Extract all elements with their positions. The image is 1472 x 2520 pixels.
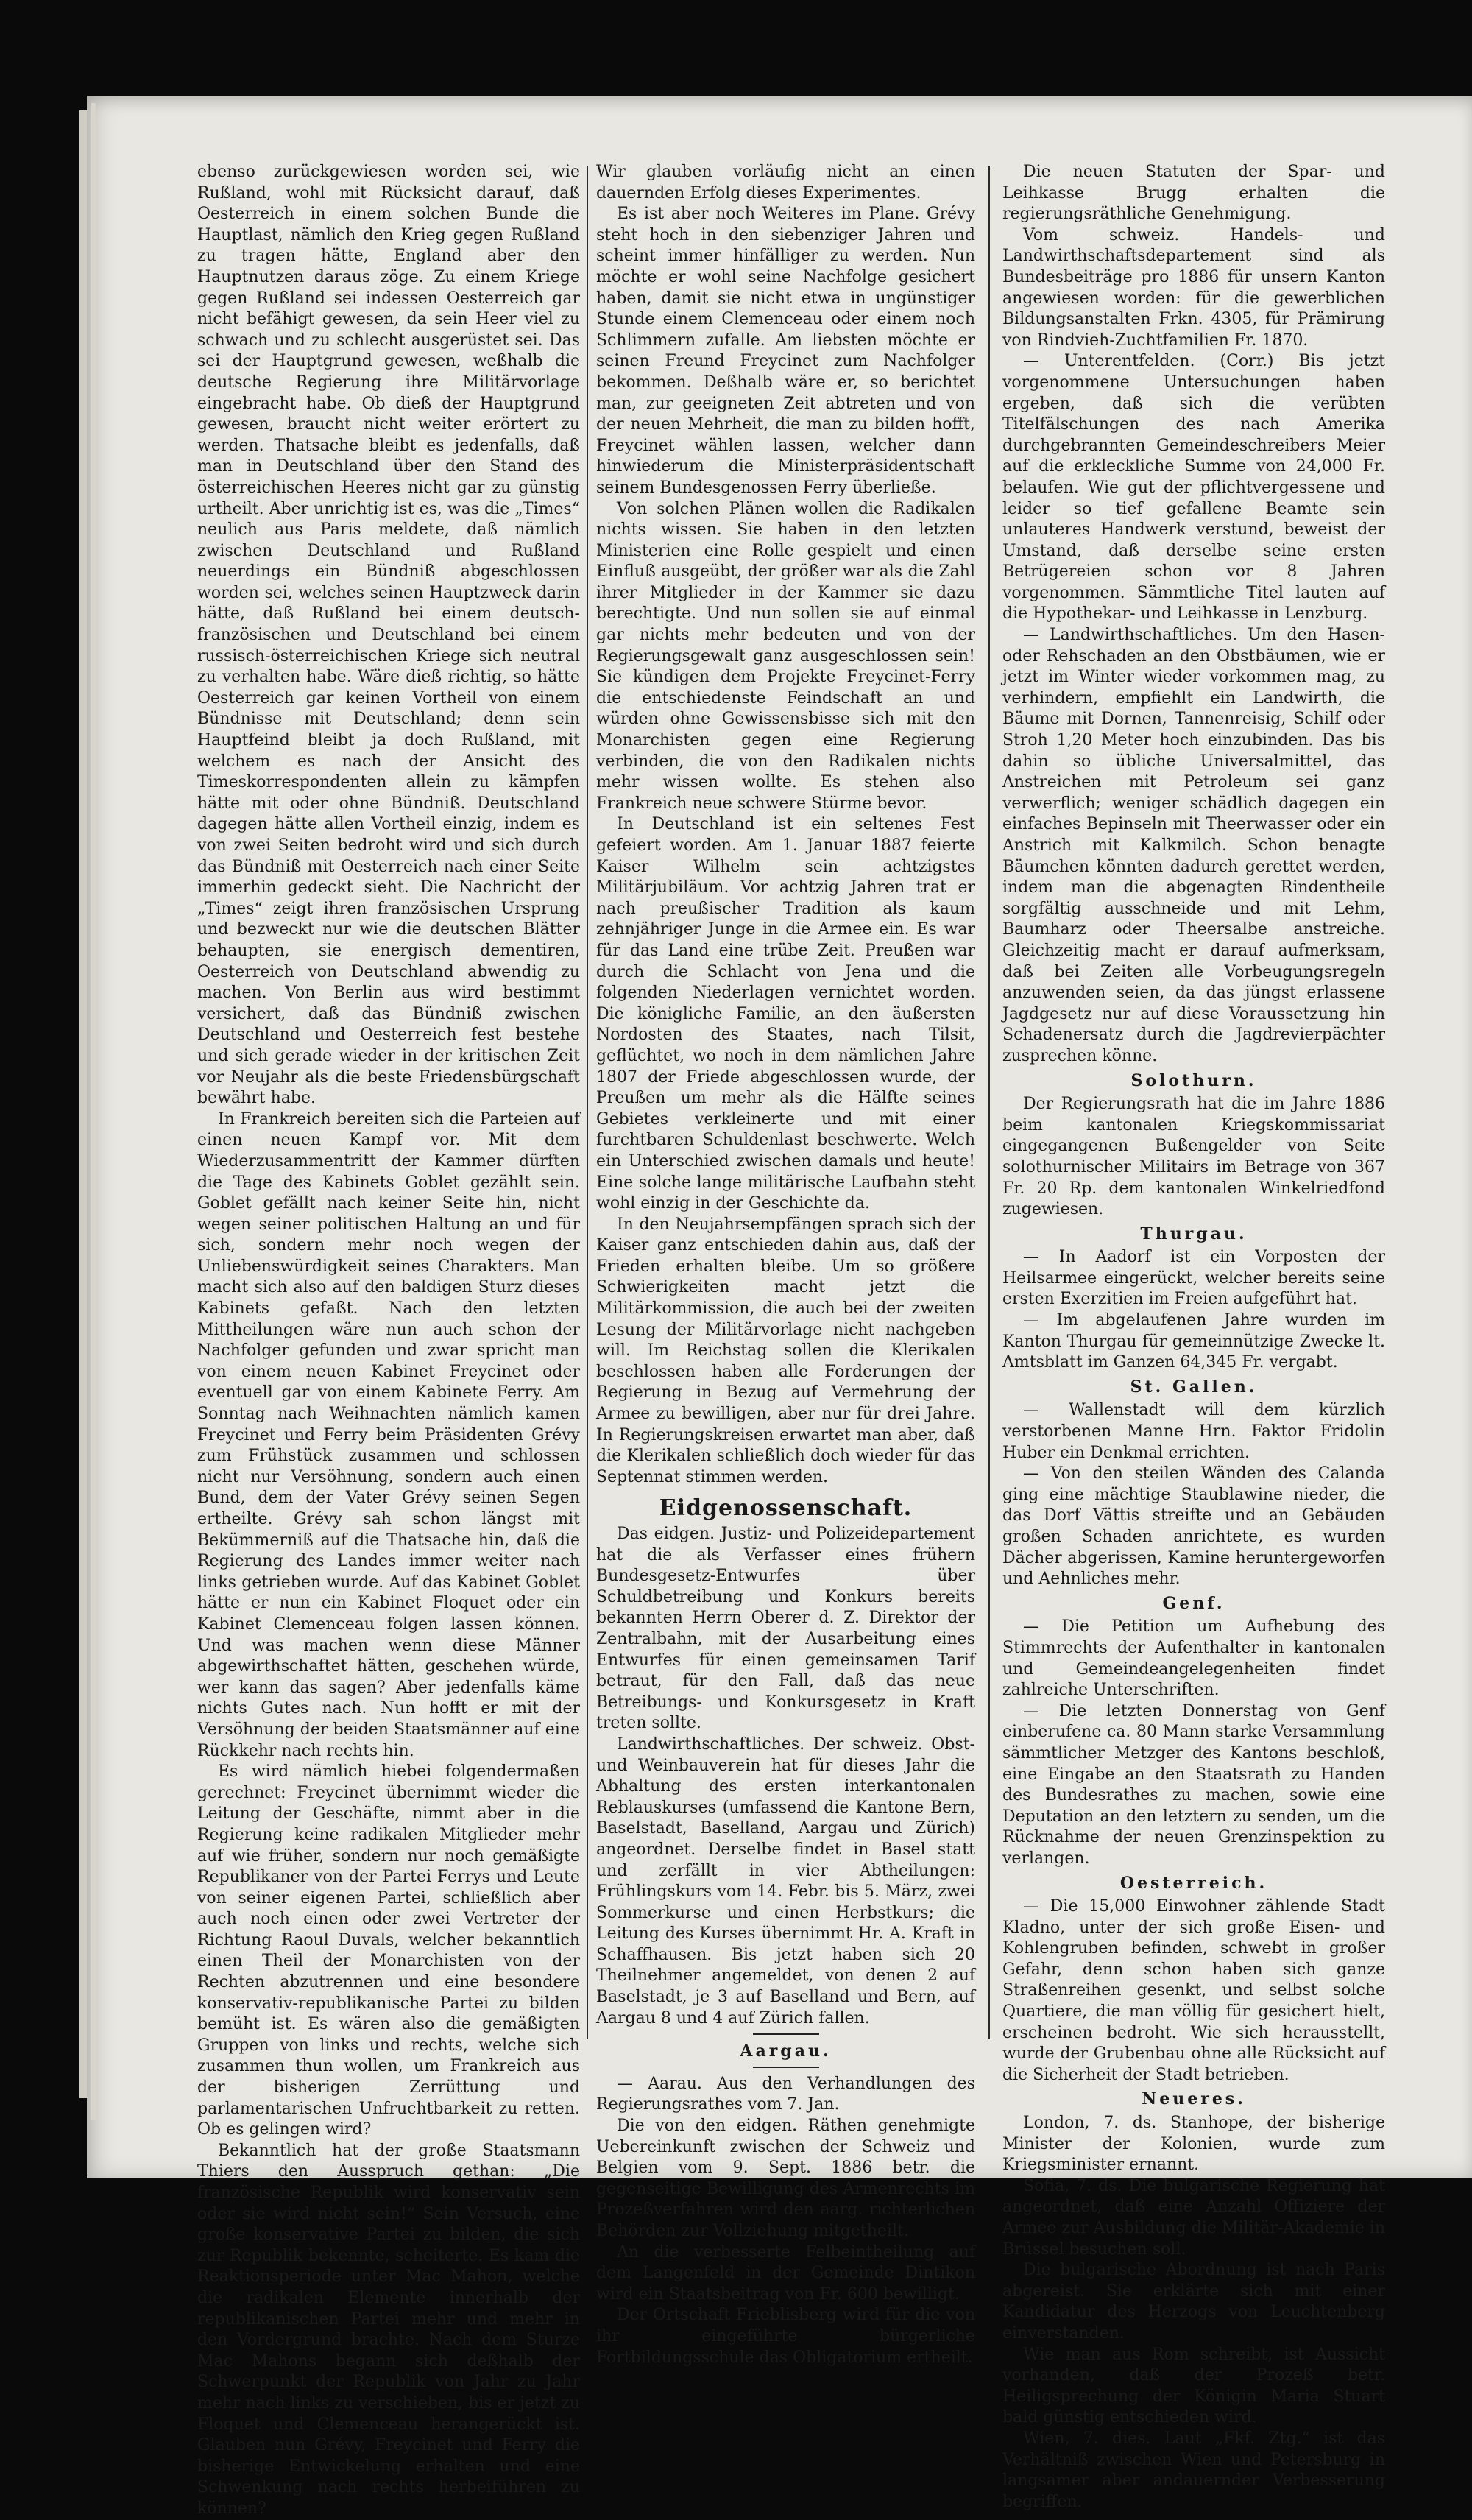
- article-paragraph: — Unterentfelden. (Corr.) Bis jetzt vorgenommene Untersuchungen haben ergeben, daß sich die verübten Titelfälschungen des nach Amerika durchgebrannten Gemeindeschreibers Meier auf die erkleckliche Summe von 24,000 Fr. belaufen. Wie gut der pflichtvergessene und leider so tief gefallene Beamte sein unlauteres Handwerk verstund, beweist der Umstand, daß derselbe seine ersten Betrügereien schon vor 8 Jahren vorgenommen. Sämmtliche Titel lauten auf die Hypothekar- und Leihkasse in Lenzburg.: [1002, 352, 1385, 624]
- column-3: [1002, 162, 1385, 2511]
- article-paragraph: Der Ortschaft Frieblisberg wird für die von ihr eingeführte bürgerliche Fortbildungsschule das Obligatorium ertheilt.: [596, 2306, 975, 2367]
- page-edge-shadow: [79, 110, 87, 2098]
- article-paragraph: — Landwirthschaftliches. Um den Hasen- oder Rehschaden an den Obstbäumen, wie er jetzt im Winter wieder vorkommen mag, zu verhindern, empfiehlt ein Landwirth, die Bäume mit Dornen, Tannenreisig, Schilf oder Stroh 1,20 Meter hoch einzubinden. Das bis dahin so übliche Universalmittel, das Anstreichen mit Petroleum sei ganz verwerflich; weniger schädlich dagegen ein einfaches Bepinseln mit Theerwasser oder ein Anstrich mit Kalkmilch. Schon benagte Bäumchen könnten dadurch gerettet werden, indem man die abgenagten Rindentheile sorgfältig ausschneide und mit Lehm, Baumharz oder Theersalbe anstreiche. Gleichzeitig macht er darauf aufmerksam, daß bei Zeiten alle Vorbeugungsregeln anzuwenden seien, da das jüngst erlassene Jagdgesetz nur auf diese Voraussetzung hin Schadenersatz durch die Jagdrevierpächter zusprechen könne.: [1002, 626, 1385, 1065]
- section-heading-oesterreich: Oesterreich.: [1119, 1873, 1268, 1893]
- article-paragraph: In den Neujahrsempfängen sprach sich der Kaiser ganz entschieden dahin aus, daß der Frieden erhalten bleibe. Um so größere Schwierigkeiten macht jetzt die Militärkommission, die auch bei der zweiten Lesung der Militärvorlage nicht nachgeben will. Im Reichstag sollen die Klerikalen beschlossen haben alle Forderungen der Regierung in Bezug auf Vermehrung der Armee zu bewilligen, aber nur für drei Jahre. In Regierungskreisen erwartet man aber, daß die Klerikalen schließlich doch wieder für das Septennat stimmen werden.: [596, 1215, 975, 1486]
- article-paragraph: — Aarau. Aus den Verhandlungen des Regierungsrathes vom 7. Jan.: [596, 2074, 975, 2114]
- article-paragraph: — Die Petition um Aufhebung des Stimmrechts der Aufenthalter in kantonalen und Gemeindeangelegenheiten findet zahlreiche Unterschriften.: [1002, 1617, 1385, 1700]
- section-heading-thurgau: Thurgau.: [1140, 1224, 1248, 1243]
- article-paragraph: — In Aadorf ist ein Vorposten der Heilsarmee eingerückt, welcher bereits seine ersten Exerzitien im Freien aufgeführt hat.: [1002, 1248, 1385, 1309]
- article-paragraph: Wie man aus Rom schreibt, ist Aussicht vorhanden, daß der Prozeß betr. Heiligsprechung der Königin Maria Stuart bald günstig entschieden wird.: [1002, 2345, 1385, 2427]
- article-paragraph: Sofia, 7. ds. Die bulgarische Regierung hat angeordnet, daß eine Anzahl Offiziere der Armee zur Ausbildung die Militär-Akademie in Brüssel besuchen soll.: [1002, 2176, 1385, 2259]
- section-heading-aargau: Aargau.: [740, 2041, 832, 2061]
- section-heading-solothurn: Solothurn.: [1130, 1070, 1257, 1090]
- article-paragraph: London, 7. ds. Stanhope, der bisherige Minister der Kolonien, wurde zum Kriegsminister ernannt.: [1002, 2114, 1385, 2175]
- article-paragraph: Wien, 7. dies. Laut „Fkf. Ztg.“ ist das Verhältniß zwischen Wien und Petersburg in langsamer aber andauernder Verbesserung begriffen.: [1002, 2429, 1385, 2511]
- article-paragraph: Die neuen Statuten der Spar- und Leihkasse Brugg erhalten die regierungsräthliche Genehmigung.: [1002, 163, 1385, 224]
- divider: [753, 2067, 819, 2068]
- article-paragraph: In Deutschland ist ein seltenes Fest gefeiert worden. Am 1. Januar 1887 feierte Kaiser Wilhelm sein achtzigstes Militärjubiläum. Vor achtzig Jahren trat er nach preußischer Tradition als kaum zehnjähriger Junge in die Armee ein. Es war für das Land eine trübe Zeit. Preußen war durch die Schlacht von Jena und die folgenden Niederlagen vernichtet worden. Die königliche Familie, an den äußersten Nordosten des Staates, nach Tilsit, geflüchtet, wo noch in dem nämlichen Jahre 1807 der Friede abgeschlossen wurde, der Preußen um mehr als die Hälfte seines Gebietes verkleinerte und mit einer furchtbaren Schuldenlast beschwerte. Welch ein Unterschied zwischen damals und heute! Eine solche lange militärische Laufbahn steht wohl einzig in der Geschichte da.: [596, 815, 975, 1213]
- article-paragraph: Es wird nämlich hiebei folgendermaßen gerechnet: Freycinet übernimmt wieder die Leitung der Geschäfte, nimmt aber in die Regierung keine radikalen Mitglieder mehr auf wie früher, sondern nur noch gemäßigte Republikaner von der Partei Ferrys und Leute von seiner eigenen Partei, schließlich aber auch noch einen oder zwei Vertreter der Richtung Raoul Duvals, welcher bekanntlich einen Theil der Monarchisten von der Rechten abzutrennen und eine besondere konservativ-republikanische Partei zu bilden bemüht ist. Es wären also die gemäßigten Gruppen von links und rechts, welche sich zusammen thun wollen, um Frankreich aus der bisherigen Zerrüttung und parlamentarischen Unfruchtbarkeit zu retten. Ob es gelingen wird?: [197, 1762, 580, 2139]
- section-heading-neueres: Neueres.: [1142, 2089, 1246, 2109]
- article-paragraph: — Die 15,000 Einwohner zählende Stadt Kladno, unter der sich große Eisen- und Kohlengruben befinden, schwebt in großer Gefahr, denn schon haben sich ganze Straßenreihen gesenkt, und selbst solche Quartiere, die man völlig für gesichert hielt, erscheinen bedroht. Wie sich herausstellt, wurde der Grubenbau ohne alle Rücksicht auf die Sicherheit der Stadt betrieben.: [1002, 1897, 1385, 2084]
- article-paragraph: Bekanntlich hat der große Staatsmann Thiers den Ausspruch gethan: „Die französische Republik wird konservativ sein oder sie wird nicht sein!“ Sein Versuch, eine große konservative Partei zu bilden, die sich zur Republik bekennte, scheiterte. Es kam die Reaktionsperiode unter Mac Mahon, welche die radikalen Elemente innerhalb der republikanischen Partei mehr und mehr in den Vordergrund brachte. Nach dem Sturze Mac Mahons begann sich deßhalb der Schwerpunkt der Republik von Jahr zu Jahr mehr nach links zu verschieben, bis er jetzt zu Floquet und Clemenceau herangerückt ist. Glauben nun Grévy, Freycinet und Ferry die bisherige Entwickelung erhalten und eine Schwenkung nach rechts herbeiführen zu können?: [197, 2141, 580, 2518]
- article-paragraph: Vom schweiz. Handels- und Landwirthschaftsdepartement sind als Bundesbeiträge pro 1886 für unsern Kanton angewiesen worden: für die gewerblichen Bildungsanstalten Frkn. 4305, für Prämirung von Rindvieh-Zuchtfamilien Fr. 1870.: [1002, 225, 1385, 350]
- divider: [753, 2033, 819, 2035]
- article-paragraph: Von solchen Plänen wollen die Radikalen nichts wissen. Sie haben in den letzten Ministerien eine Rolle gespielt und einen Einfluß ausgeübt, der größer war als die Zahl ihrer Mitglieder in der Kammer sie dazu berechtigte. Und nun sollen sie auf einmal gar nichts mehr bedeuten und von der Regierungsgewalt ganz ausgeschlossen sein! Sie kündigen dem Projekte Freycinet-Ferry die entschiedenste Feindschaft an und würden ohne Gewissensbisse sich mit den Monarchisten gegen eine Regierung verbinden, die von den Radikalen nichts mehr wissen wollte. Es stehen also Frankreich neue schwere Stürme bevor.: [596, 499, 975, 813]
- column-rule-right: [988, 166, 990, 2039]
- article-paragraph: In Frankreich bereiten sich die Parteien auf einen neuen Kampf vor. Mit dem Wiederzusammentritt der Kammer dürften die Tage des Kabinets Goblet gezählt sein. Goblet gefällt nach keiner Seite hin, nicht wegen seiner politischen Haltung an und für sich, sondern mehr noch wegen der Unliebenswürdigkeit seines Charakters. Man macht sich also auf den baldigen Sturz dieses Kabinets gefaßt. Nach den letzten Mittheilungen wäre nun auch schon der Nachfolger gefunden und zwar spricht man von einem neuen Kabinet Freycinet oder eventuell gar von einem Kabinete Ferry. Am Sonntag nach Weihnachten nämlich kamen Freycinet und Ferry beim Präsidenten Grévy zum Frühstück zusammen und schlossen nicht nur Versöhnung, sondern auch einen Bund, dem der Vater Grévy seinen Segen ertheilte. Grévy sah schon längst mit Bekümmerniß auf die Thatsache hin, daß die Regierung des Landes immer weiter nach links getrieben wurde. Auf das Kabinet Goblet hätte er nun ein Kabinet Floquet oder ein Kabinet Clemenceau folgen lassen können. Und was machen wenn diese Männer abgewirthschaftet hätten, geschehen würde, wer kann das sagen? Aber jedenfalls käme nichts Gutes nach. Nun hofft er mit der Versöhnung der beiden Staatsmänner auf eine Rückkehr nach rechts hin.: [197, 1109, 580, 1760]
- section-heading-st-gallen: St. Gallen.: [1130, 1377, 1258, 1397]
- column-rule-left: [587, 166, 588, 2039]
- page-edge-stack: [91, 103, 96, 2120]
- article-paragraph: Es ist aber noch Weiteres im Plane. Grévy steht hoch in den siebenziger Jahren und scheint immer hinfälliger zu werden. Nun möchte er wohl seine Nachfolge gesichert haben, damit sie nicht etwa in ungünstiger Stunde einem Clemenceau oder einem noch Schlimmern zufalle. Am liebsten möchte er seinen Freund Freycinet zum Nachfolger bekommen. Deßhalb wäre er, so berichtet man, zur geeigneten Zeit abtreten und von der neuen Mehrheit, die man zu bilden hofft, Freycinet wählen lassen, welcher dann hinwiederum die Ministerpräsidentschaft seinem Bundesgenossen Ferry überließe.: [596, 205, 975, 497]
- section-heading-eidgenossenschaft: Eidgenossenschaft.: [659, 1495, 913, 1522]
- article-paragraph: Landwirthschaftliches. Der schweiz. Obst- und Weinbauverein hat für dieses Jahr die Abhaltung des ersten interkantonalen Reblauskurses (umfassend die Kantone Bern, Baselstadt, Baselland, Aargau und Zürich) angeordnet. Derselbe findet in Basel statt und zerfällt in vier Abtheilungen: Frühlingskurs vom 14. Febr. bis 5. März, zwei Sommerkurse und einen Herbstkurs; die Leitung des Kurses übernimmt Hr. A. Kraft in Schaffhausen. Bis jetzt haben sich 20 Theilnehmer angemeldet, von denen 2 auf Baselstadt, je 3 auf Baselland und Bern, auf Aargau 8 und 4 auf Zürich fallen.: [596, 1734, 975, 2027]
- article-paragraph: Die von den eidgen. Räthen genehmigte Uebereinkunft zwischen der Schweiz und Belgien vom 9. Sept. 1886 betr. die gegenseitige Bewilligung des Armenrechts im Prozeßverfahren wird den aarg. richterlichen Behörden zur Vollziehung mitgetheilt.: [596, 2117, 975, 2240]
- article-paragraph: ebenso zurückgewiesen worden sei, wie Rußland, wohl mit Rücksicht darauf, daß Oesterreich in einem solchen Bunde die Hauptlast, nämlich den Krieg gegen Rußland zu tragen hätte, England aber den Hauptnutzen daraus zöge. Zu einem Kriege gegen Rußland sei indessen Oesterreich gar nicht befähigt gewesen, da sein Heer viel zu schwach und zu schlecht ausgerüstet sei. Das sei der Hauptgrund gewesen, weßhalb die deutsche Regierung ihre Militärvorlage eingebracht habe. Ob dieß der Hauptgrund gewesen, braucht nicht weiter erörtert zu werden. Thatsache bleibt es jedenfalls, daß man in Deutschland über den Stand des österreichischen Heeres nicht gar zu günstig urtheilt. Aber unrichtig ist es, was die „Times“ neulich aus Paris meldete, daß nämlich zwischen Deutschland und Rußland neuerdings ein Bündniß abgeschlossen worden sei, welches seinen Hauptzweck darin hätte, daß Rußland bei einem deutsch-französischen und Deutschland bei einem russisch-österreichischen Kriege sich neutral zu verhalten habe. Wäre dieß richtig, so hätte Oesterreich gar keinen Vortheil von einem Bündnisse mit Deutschland; denn sein Hauptfeind bleibt ja doch Rußland, mit welchem es nach der Ansicht des Timeskorrespondenten allein zu kämpfen hätte mit oder ohne Bündniß. Deutschland dagegen hätte allen Vortheil einzig, indem es von zwei Seiten bedroht wird und sich durch das Bündniß mit Oesterreich nach einer Seite immerhin gedeckt sieht. Die Nachricht der „Times“ zeigt ihren französischen Ursprung und bezweckt nur wie die deutschen Blätter behaupten, sie energisch dementiren, Oesterreich von Deutschland abwendig zu machen. Von Berlin aus wird bestimmt versichert, daß das Bündniß zwischen Deutschland und Oesterreich fest bestehe und sich gerade wieder in der kritischen Zeit vor Neujahr als die beste Friedensbürgschaft bewährt habe.: [197, 163, 581, 1108]
- article-paragraph: — Wallenstadt will dem kürzlich verstorbenen Manne Hrn. Faktor Fridolin Huber ein Denkmal errichten.: [1002, 1401, 1385, 1462]
- column-2: [596, 162, 975, 2367]
- article-paragraph: An die verbesserte Felbeintheilung auf dem Langenfeld in der Gemeinde Dintikon wird ein Staatsbeitrag von Fr. 600 bewilligt.: [596, 2242, 975, 2304]
- article-paragraph: — Von den steilen Wänden des Calanda ging eine mächtige Staublawine nieder, die das Dorf Vättis streifte und an Gebäuden großen Schaden anrichtete, es wurden Dächer abgerissen, Kamine heruntergeworfen und Aehnliches mehr.: [1002, 1464, 1385, 1589]
- section-heading-genf: Genf.: [1162, 1593, 1225, 1613]
- article-paragraph: — Die letzten Donnerstag von Genf einberufene ca. 80 Mann starke Versammlung sämmtlicher Metzger des Kantons beschloß, eine Eingabe an den Staatsrath zu Handen des Bundesrathes zu machen, sowie eine Deputation an den letztern zu senden, um die Rücknahme der neuen Grenzinspektion zu verlangen.: [1002, 1701, 1385, 1868]
- article-paragraph: Wir glauben vorläufig nicht an einen dauernden Erfolg dieses Experimentes.: [596, 163, 975, 202]
- article-paragraph: Der Regierungsrath hat die im Jahre 1886 beim kantonalen Kriegskommissariat eingegangenen Bußengelder von Seite solothurnischer Militairs im Betrage von 367 Fr. 20 Rp. dem kantonalen Winkelriedfond zugewiesen.: [1002, 1095, 1385, 1219]
- column-1: [197, 162, 581, 2518]
- article-paragraph: — Im abgelaufenen Jahre wurden im Kanton Thurgau für gemeinnützige Zwecke lt. Amtsblatt im Ganzen 64,345 Fr. vergabt.: [1002, 1311, 1385, 1372]
- article-paragraph: Das eidgen. Justiz- und Polizeidepartement hat die als Verfasser eines frühern Bundesgesetz-Entwurfes über Schuldbetreibung und Konkurs bereits bekannten Herrn Oberer d. Z. Direktor der Zentralbahn, mit der Ausarbeitung eines Entwurfes für einen gemeinsamen Tarif betraut, für den Fall, daß das neue Betreibungs- und Konkursgesetz in Kraft treten sollte.: [596, 1525, 975, 1733]
- article-paragraph: Die bulgarische Abordnung ist nach Paris abgereist. Sie erklärte sich mit einer Kandidatur des Herzogs von Leuchtenberg einverstanden.: [1002, 2261, 1385, 2343]
